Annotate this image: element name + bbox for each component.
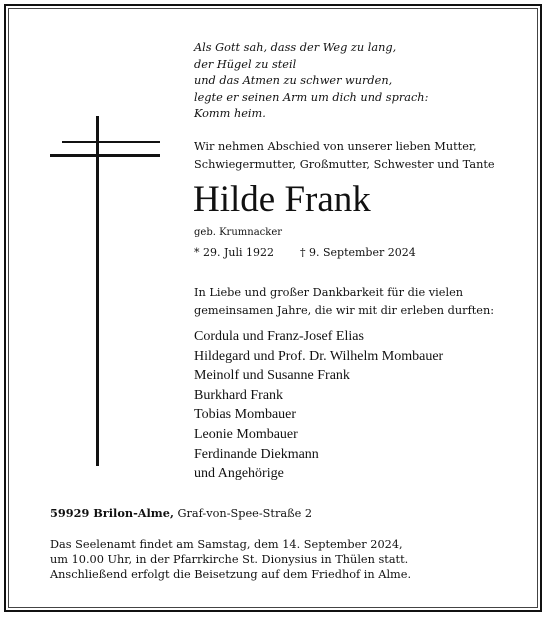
mourner: Burkhard Frank — [194, 387, 284, 403]
address-city: 59929 Brilon-Alme, — [50, 506, 174, 520]
mourner: Cordula und Franz-Josef Elias — [194, 329, 364, 344]
mourner: Meinolf und Susanne Frank — [194, 368, 350, 384]
thanks-text — [194, 284, 494, 320]
life-dates — [194, 246, 416, 260]
poem-line: legte er seinen Arm um dich und sprach: — [194, 90, 429, 104]
poem-line: und das Atmen zu schwer wurden, — [194, 74, 393, 87]
service-info — [50, 537, 411, 582]
deceased-name: Hilde Frank — [193, 179, 371, 220]
cross-horizontal-bar-bottom — [50, 154, 160, 157]
cross-vertical-bar — [96, 116, 99, 466]
poem-line: der Hügel zu steil — [194, 57, 297, 71]
mourner: Ferdinande Diekmann — [194, 446, 319, 462]
poem — [194, 40, 428, 123]
mourner: Hildegard und Prof. Dr. Wilhelm Mombauer — [194, 348, 444, 364]
service-line: um 10.00 Uhr, in der Pfarrkirche St. Dionysius in Thülen statt. — [50, 553, 409, 566]
birth-date: * 29. Juli 1922 — [194, 246, 275, 259]
mourners-list — [194, 327, 443, 484]
poem-line: Als Gott sah, dass der Weg zu lang, — [194, 41, 397, 54]
intro-text — [194, 138, 495, 174]
mourner: Leonie Mombauer — [194, 426, 298, 442]
service-line: Anschließend erfolgt die Beisetzung auf dem Friedhof in Alme. — [50, 568, 412, 581]
intro-line: Wir nehmen Abschied von unserer lieben Mutter, — [194, 140, 477, 153]
thanks-line: gemeinsamen Jahre, die wir mit dir erleben durften: — [194, 304, 495, 317]
address-street: Graf-von-Spee-Straße 2 — [177, 507, 313, 520]
mourner: und Angehörige — [194, 466, 284, 482]
death-date: † 9. September 2024 — [300, 246, 416, 259]
cross-horizontal-bar-top — [62, 141, 160, 143]
birth-name: geb. Krumnacker — [194, 227, 283, 238]
mourner: Tobias Mombauer — [194, 407, 297, 423]
service-line: Das Seelenamt findet am Samstag, dem 14. September 2024, — [50, 538, 403, 551]
family-address — [50, 506, 312, 521]
thanks-line: In Liebe und großer Dankbarkeit für die vielen — [194, 286, 464, 299]
intro-line: Schwiegermutter, Großmutter, Schwester und Tante — [194, 158, 495, 171]
poem-line: Komm heim. — [194, 107, 266, 120]
